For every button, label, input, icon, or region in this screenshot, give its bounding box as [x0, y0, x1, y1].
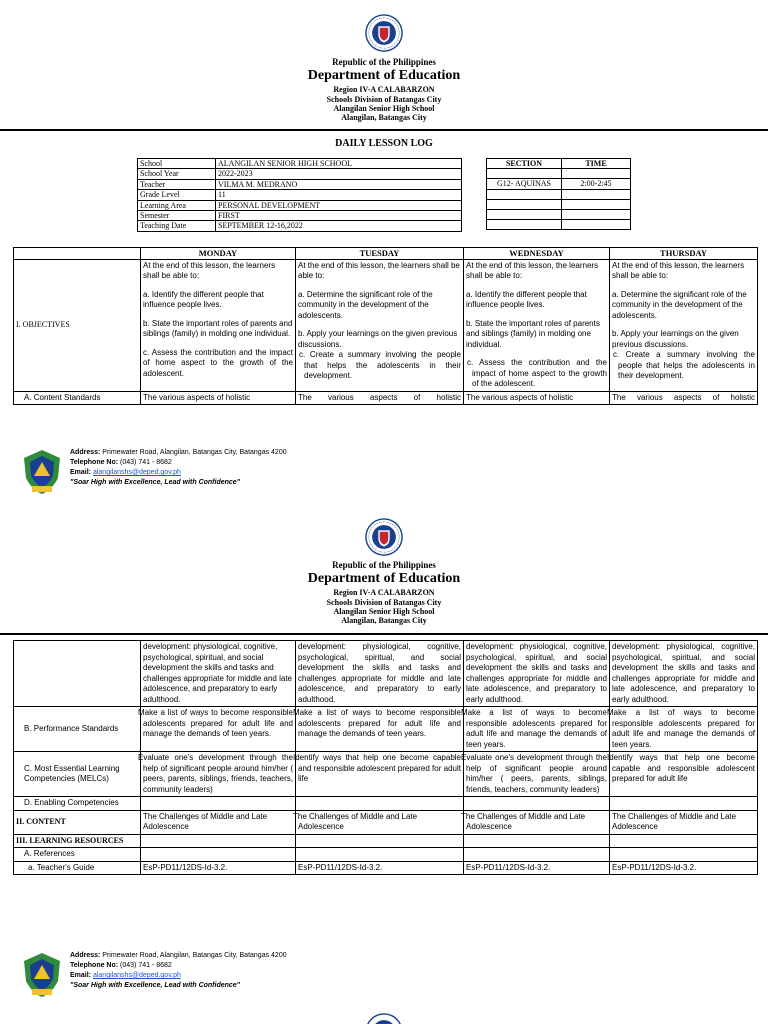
division-text: Schools Division of Batangas City [326, 94, 442, 104]
location-text: Alangilan, Batangas City [341, 113, 427, 122]
email-link[interactable]: alangilanshs@deped.gov.ph [92, 972, 181, 979]
motto-text: "Soar High with Excellence, Lead with Confidence" [70, 982, 241, 989]
enabling-competencies-row [14, 797, 758, 811]
phone-text: (043) 741 - 8682 [120, 459, 172, 466]
deped-seal-icon-partial [365, 1013, 403, 1024]
section-header: SECTION [487, 159, 562, 169]
header-rule [0, 129, 768, 131]
motto-text: "Soar High with Excellence, Lead with Confidence" [70, 479, 241, 486]
school-name-text: Alangilan Senior High School [333, 103, 435, 113]
lesson-table-page-1 [13, 247, 758, 405]
info-row: Teacher VILMA M. MEDRANO [138, 179, 462, 189]
region-text: Region IV-A CALABARZON [333, 85, 435, 95]
info-row: Grade Level 11 [138, 190, 462, 200]
section-value: G12- AQUINAS [487, 179, 562, 189]
info-row: School Year 2022-2023 [138, 169, 462, 179]
content-row: II. CONTENT The Challenges of Middle and Late Adolescence The Challenges of Middle and Late Adolescence The Challenges of Middle and Late Adolescence The Challenges of Middle and Late Adolescence [14, 810, 758, 834]
school-logo-icon [20, 951, 64, 999]
section-time-table [486, 158, 631, 230]
performance-standards-row: B. Performance Standards Make a list of ways to become responsible adolescents prepared for adult life and manage the demands of teen years. Make a list of ways to become responsible adolescents prepared for adult life and manage the demands of teen years. Make a list of ways to become responsible adolescents prepared for adult life and manage the demands of teen years. Make a list of ways to become responsible adolescents prepared for adult life and manage the demands of teen years. [14, 707, 758, 752]
day-monday: MONDAY [141, 248, 296, 260]
department-title: Department of Education [307, 571, 461, 587]
objectives-row [14, 259, 758, 391]
objectives-monday: At the end of this lesson, the learners shall be able to: a. Identify the different people that influence people lives. b. State the important roles of parents and siblings (family) in molding one individual. c. Assess the contribution and the impact of home aspect to the growth of the adolescent. [141, 259, 296, 391]
references-row [14, 848, 758, 862]
deped-seal-icon [365, 14, 403, 52]
teachers-guide-row: a. Teacher's Guide EsP-PD11/12DS-Id-3.2. EsP-PD11/12DS-Id-3.2. EsP-PD11/12DS-Id-3.2. EsP-PD11/12DS-Id-3.2. [14, 861, 758, 875]
region-text: Region IV-A CALABARZON [333, 588, 435, 598]
content-standards-label: A. Content Standards [14, 391, 141, 405]
learning-resources-row [14, 834, 758, 848]
department-title: Department of Education [307, 68, 461, 84]
teachers-guide-label: a. Teacher's Guide [14, 861, 141, 875]
objectives-label: I. OBJECTIVES [14, 259, 141, 391]
day-tuesday: TUESDAY [296, 248, 464, 260]
info-row: School ALANGILAN SENIOR HIGH SCHOOL [138, 159, 462, 169]
content-standards-row: A. Content Standards The various aspects of holistic The various aspects of holistic The various aspects of holistic The various aspects of holistic [14, 391, 758, 405]
footer-page-2 [20, 951, 420, 999]
deped-seal-icon [365, 518, 403, 556]
enabling-competencies-label: D. Enabling Competencies [14, 797, 141, 811]
info-row: Teaching Date SEPTEMBER 12-16,2022 [138, 221, 462, 231]
address-text: Primewater Road, Alangilan, Batangas City, Batangas 4200 [102, 449, 287, 456]
objectives-thursday: At the end of this lesson, the learners shall be able to: a. Determine the significant role of the community in the development of the adolescents. b. Apply your learnings on the given previous discussions. c. Create a summary involving the people that helps the adolescents in their development. [610, 259, 758, 391]
time-header: TIME [562, 159, 631, 169]
lesson-table-page-2 [13, 640, 758, 875]
day-thursday: THURSDAY [610, 248, 758, 260]
performance-standards-label: B. Performance Standards [14, 707, 141, 752]
address-text: Primewater Road, Alangilan, Batangas City, Batangas 4200 [102, 952, 287, 959]
footer-contact: Address: Primewater Road, Alangilan, Batangas City, Batangas 4200 Telephone No: (043) 741 - 8682 Email: alangilanshs@deped.gov.ph "Soar High with Excellence, Lead with Confidence" [70, 952, 287, 989]
school-logo-icon [20, 448, 64, 496]
days-header-row [14, 248, 758, 260]
melcs-row: C. Most Essential Learning Competencies (MELCs) Evaluate one's development through the help of significant people around him/her ( peers, parents, siblings, friends, teachers, community leaders) Identify ways that help one become capable and responsible adolescent prepared for adult life Evaluate one's development through the help of significant people around him/her ( peers, parents, siblings, friends, teachers, community leaders) Identify ways that help one become capable and responsible adolescent prepared for adult life [14, 752, 758, 797]
objectives-wednesday: At the end of this lesson, the learners shall be able to: a. Identify the different people that influence people lives. b. State the important roles of parents and siblings (family) in molding one individual. c. Assess the contribution and the impact of home aspect to the growth of the adolescent. [464, 259, 610, 391]
content-label: II. CONTENT [14, 810, 141, 834]
footer-page-1 [20, 448, 420, 496]
footer-contact: Address: Primewater Road, Alangilan, Batangas City, Batangas 4200 Telephone No: (043) 741 - 8682 Email: alangilanshs@deped.gov.ph "Soar High with Excellence, Lead with Confidence" [70, 449, 287, 486]
info-row: Learning Area PERSONAL DEVELOPMENT [138, 200, 462, 210]
document-title: DAILY LESSON LOG [335, 138, 433, 149]
republic-text: Republic of the Philippines [332, 560, 436, 570]
school-name-text: Alangilan Senior High School [333, 606, 435, 616]
republic-text: Republic of the Philippines [332, 57, 436, 67]
page-2 [0, 505, 768, 1024]
location-text: Alangilan, Batangas City [341, 616, 427, 625]
learning-resources-label: III. LEARNING RESOURCES [14, 834, 141, 848]
school-info-table [137, 158, 462, 232]
division-text: Schools Division of Batangas City [326, 597, 442, 607]
page-1 [0, 0, 768, 505]
melcs-label: C. Most Essential Learning Competencies (MELCs) [14, 752, 141, 797]
phone-text: (043) 741 - 8682 [120, 962, 172, 969]
content-standards-cont-row: development: physiological, cognitive, psychological, spiritual, and social development the skills and tasks and challenges appropriate for middle and late adolescence, and preparatory to early adulthood. development: physiological, cognitive, psychological, spiritual, and social development the skills and tasks and challenges appropriate for middle and late adolescence, and preparatory to early adulthood. development: physiological, cognitive, psychological, spiritual, and social development the skills and tasks and challenges appropriate for middle and late adolescence, and preparatory to early adulthood. development: physiological, cognitive, psychological, spiritual, and social development the skills and tasks and challenges appropriate for middle and late adolescence, and preparatory to early adulthood. [14, 641, 758, 707]
time-value: 2:00-2:45 [562, 179, 631, 189]
day-wednesday: WEDNESDAY [464, 248, 610, 260]
header-rule [0, 633, 768, 635]
objectives-tuesday: At the end of this lesson, the learners shall be able to: a. Determine the significant role of the community in the development of the adolescents. b. Apply your learnings on the given previous discussions. c. Create a summary involving the people that helps the adolescents in their development. [296, 259, 464, 391]
info-row: Semester FIRST [138, 211, 462, 221]
references-label: A. References [14, 848, 141, 862]
email-link[interactable]: alangilanshs@deped.gov.ph [92, 469, 181, 476]
